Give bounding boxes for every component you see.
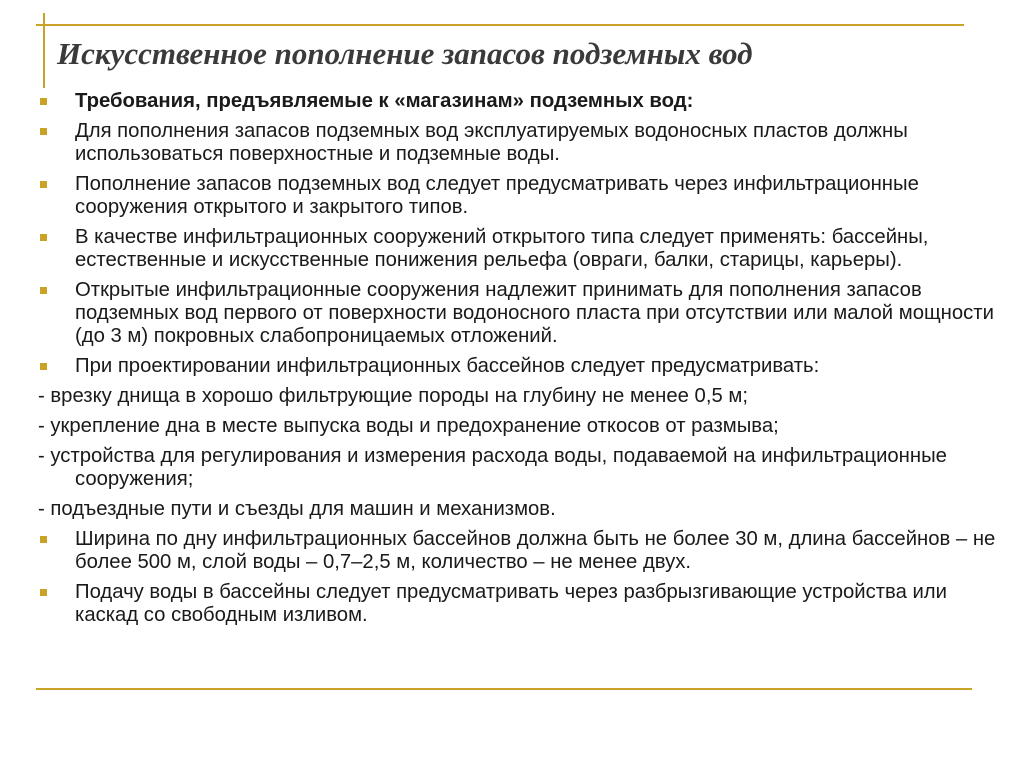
bullet-item xyxy=(38,90,998,113)
bullet-item xyxy=(38,355,998,378)
bullet-text: Пополнение запасов подземных вод следует предусматривать через инфильтрационные сооружения открытого и закрытого типов. xyxy=(75,173,919,218)
square-bullet-icon xyxy=(40,181,47,188)
bullet-item xyxy=(38,279,998,348)
bullet-text: Подачу воды в бассейны следует предусматривать через разбрызгивающие устройства или каскад со свободным изливом. xyxy=(75,581,947,626)
bullet-item xyxy=(38,581,998,627)
bullet-text: Для пополнения запасов подземных вод эксплуатируемых водоносных пластов должны использоваться поверхностные и подземные воды. xyxy=(75,120,908,165)
dash-item: - устройства для регулирования и измерения расхода воды, подаваемой на инфильтрационные сооружения; xyxy=(38,445,947,490)
square-bullet-icon xyxy=(40,98,47,105)
bullet-text: Открытые инфильтрационные сооружения надлежит принимать для пополнения запасов подземных вод первого от поверхности водоносного пласта при отсутствии или малой мощности (до 3 м) покровных слабопроницаемых отложений. xyxy=(75,279,994,347)
dash-item: - подъездные пути и съезды для машин и механизмов. xyxy=(38,498,556,520)
bullet-item xyxy=(38,173,998,219)
bullet-item xyxy=(38,226,998,272)
square-bullet-icon xyxy=(40,363,47,370)
square-bullet-icon xyxy=(40,287,47,294)
bullet-item xyxy=(38,120,998,166)
bullet-text: В качестве инфильтрационных сооружений открытого типа следует применять: бассейны, естественные и искусственные понижения рельефа (овраги, балки, старицы, карьеры). xyxy=(75,226,929,271)
bullet-text: Требования, предъявляемые к «магазинам» подземных вод: xyxy=(75,90,694,112)
slide-title: Искусственное пополнение запасов подземных вод xyxy=(57,36,753,71)
dash-item: - врезку днища в хорошо фильтрующие породы на глубину не менее 0,5 м; xyxy=(38,385,748,407)
bottom-accent-line xyxy=(36,688,972,690)
bullet-text: При проектировании инфильтрационных бассейнов следует предусматривать: xyxy=(75,355,820,377)
square-bullet-icon xyxy=(40,536,47,543)
bullet-text: Ширина по дну инфильтрационных бассейнов должна быть не более 30 м, длина бассейнов – не более 500 м, слой воды – 0,7–2,5 м, количество – не менее двух. xyxy=(75,528,996,573)
top-accent-line xyxy=(36,24,964,26)
slide-body xyxy=(38,90,998,634)
square-bullet-icon xyxy=(40,128,47,135)
square-bullet-icon xyxy=(40,234,47,241)
bullet-item xyxy=(38,528,998,574)
square-bullet-icon xyxy=(40,589,47,596)
dash-item: - укрепление дна в месте выпуска воды и предохранение откосов от размыва; xyxy=(38,415,779,437)
